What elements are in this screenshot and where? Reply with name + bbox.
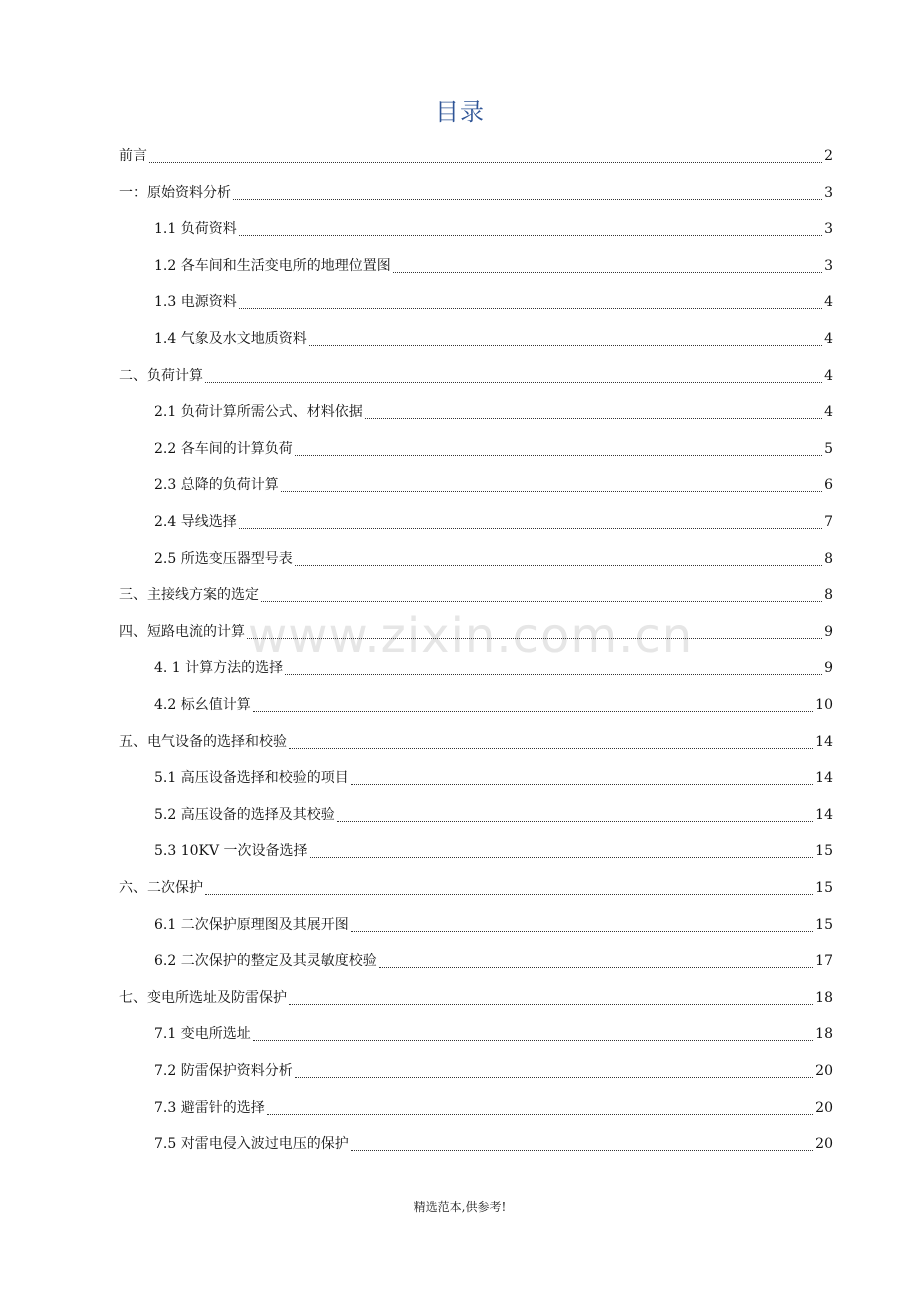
toc-entry[interactable] <box>154 907 833 943</box>
toc-entry-page: 4 <box>824 404 833 421</box>
toc-entry[interactable] <box>154 211 833 247</box>
toc-entry[interactable] <box>154 1053 833 1089</box>
toc-dot-leader <box>247 637 822 639</box>
toc-entry-page: 15 <box>815 880 833 896</box>
toc-entry[interactable] <box>154 943 833 979</box>
toc-entry[interactable] <box>119 175 833 211</box>
toc-entry-label: 5.1 高压设备选择和校验的项目 <box>154 770 349 787</box>
toc-entry-page: 18 <box>815 989 833 1006</box>
toc-entry-label: 1.3 电源资料 <box>154 294 237 311</box>
toc-entry-page: 3 <box>824 257 833 274</box>
toc-dot-leader <box>393 271 822 273</box>
toc-entry[interactable] <box>119 870 833 906</box>
toc-entry-label: 一：原始资料分析 <box>119 184 231 201</box>
toc-entry-page: 17 <box>815 953 833 970</box>
toc-entry-page: 20 <box>815 1136 833 1153</box>
toc-dot-leader <box>205 381 822 383</box>
toc-entry[interactable] <box>119 577 833 613</box>
toc-entry-page: 5 <box>824 440 833 457</box>
toc-entry-label: 2.5 所选变压器型号表 <box>154 550 293 567</box>
toc-entry[interactable] <box>119 358 833 394</box>
toc-entry[interactable] <box>154 1126 833 1162</box>
toc-entry-page: 20 <box>815 1063 833 1079</box>
toc-entry-page: 4 <box>824 331 833 347</box>
toc-dot-leader <box>281 490 822 492</box>
toc-entry-label: 前言 <box>119 148 147 164</box>
toc-entry-label: 7.3 避雷针的选择 <box>154 1099 265 1116</box>
toc-entry-label: 2.1 负荷计算所需公式、材料依据 <box>154 404 363 421</box>
toc-entry[interactable] <box>154 541 833 577</box>
toc-entry-page: 6 <box>824 477 833 494</box>
toc-dot-leader <box>379 966 813 968</box>
toc-entry-page: 2 <box>824 148 833 164</box>
toc-dot-leader <box>310 856 814 858</box>
toc-entry[interactable] <box>154 504 833 540</box>
toc-dot-leader <box>295 454 822 456</box>
toc-entry-label: 六、二次保护 <box>119 880 203 896</box>
toc-entry-label: 7.1 变电所选址 <box>154 1026 251 1043</box>
toc-entry-page: 18 <box>815 1026 833 1043</box>
toc-dot-leader <box>351 930 813 932</box>
toc-entry[interactable] <box>154 321 833 357</box>
toc-dot-leader <box>289 1003 813 1005</box>
toc-entry[interactable] <box>154 284 833 320</box>
toc-dot-leader <box>233 198 822 200</box>
toc-entry-label: 4.2 标幺值计算 <box>154 697 251 713</box>
toc-entry-label: 5.3 10KV 一次设备选择 <box>154 843 308 860</box>
toc-entry-page: 14 <box>815 806 833 823</box>
toc-entry-label: 二、负荷计算 <box>119 367 203 384</box>
toc-entry[interactable] <box>119 724 833 760</box>
toc-entry-label: 2.4 导线选择 <box>154 514 237 530</box>
toc-entry[interactable] <box>154 394 833 430</box>
toc-entry[interactable] <box>154 797 833 833</box>
page-title: 目录 <box>435 98 485 126</box>
watermark: www.zixin.com.cn <box>248 608 694 664</box>
toc-entry-page: 14 <box>815 733 833 750</box>
toc-entry-page: 14 <box>815 770 833 787</box>
toc-entry[interactable] <box>119 138 833 174</box>
toc-dot-leader <box>295 1076 813 1078</box>
toc-entry-label: 七、变电所选址及防雷保护 <box>119 989 287 1006</box>
toc-entry-page: 10 <box>815 697 833 713</box>
toc-dot-leader <box>309 344 822 346</box>
toc-entry[interactable] <box>154 650 833 686</box>
toc-dot-leader <box>337 820 813 822</box>
toc-entry[interactable] <box>154 1016 833 1052</box>
toc-entry[interactable] <box>154 431 833 467</box>
toc-entry-label: 三、主接线方案的选定 <box>119 587 259 604</box>
toc-dot-leader <box>289 747 813 749</box>
toc-entry[interactable] <box>154 1090 833 1126</box>
toc-entry-page: 15 <box>815 916 833 933</box>
toc-entry-label: 1.2 各车间和生活变电所的地理位置图 <box>154 257 391 274</box>
toc-dot-leader <box>285 673 822 675</box>
toc-entry[interactable] <box>154 833 833 869</box>
toc-entry-label: 四、短路电流的计算 <box>119 623 245 640</box>
toc-entry[interactable] <box>154 467 833 503</box>
toc-dot-leader <box>205 893 813 895</box>
toc-entry-page: 8 <box>824 587 833 604</box>
toc-entry-label: 五、电气设备的选择和校验 <box>119 733 287 750</box>
toc-entry[interactable] <box>154 760 833 796</box>
toc-entry-page: 3 <box>824 184 833 201</box>
toc-entry-label: 1.1 负荷资料 <box>154 221 237 238</box>
toc-entry[interactable] <box>119 980 833 1016</box>
toc-entry-label: 4. 1 计算方法的选择 <box>154 660 284 677</box>
toc-dot-leader <box>267 1113 813 1115</box>
toc-entry-page: 4 <box>824 294 833 311</box>
toc-entry-page: 9 <box>824 660 833 677</box>
toc-entry-page: 7 <box>824 514 833 530</box>
toc-entry[interactable] <box>154 248 833 284</box>
toc-entry-page: 15 <box>815 843 833 860</box>
toc-entry-page: 20 <box>815 1099 833 1116</box>
toc-dot-leader <box>351 783 813 785</box>
toc-dot-leader <box>239 234 822 236</box>
toc-entry-page: 4 <box>824 367 833 384</box>
toc-dot-leader <box>351 1149 813 1151</box>
toc-entry-label: 7.2 防雷保护资料分析 <box>154 1063 293 1079</box>
toc-dot-leader <box>239 307 822 309</box>
toc-entry-label: 6.1 二次保护原理图及其展开图 <box>154 916 349 933</box>
toc-entry-label: 2.3 总降的负荷计算 <box>154 477 279 494</box>
toc-entry-label: 1.4 气象及水文地质资料 <box>154 331 307 347</box>
footer-note: 精选范本,供参考! <box>413 1200 507 1214</box>
toc-entry[interactable] <box>154 687 833 723</box>
toc-entry-label: 7.5 对雷电侵入波过电压的保护 <box>154 1136 349 1153</box>
toc-entry-label: 5.2 高压设备的选择及其校验 <box>154 806 335 823</box>
toc-dot-leader <box>149 161 822 163</box>
toc-entry-label: 2.2 各车间的计算负荷 <box>154 440 293 457</box>
toc-dot-leader <box>365 417 822 419</box>
toc-entry[interactable] <box>119 614 833 650</box>
toc-entry-label: 6.2 二次保护的整定及其灵敏度校验 <box>154 953 377 970</box>
toc-dot-leader <box>239 527 822 529</box>
toc-entry-page: 9 <box>824 623 833 640</box>
toc-dot-leader <box>253 710 813 712</box>
toc-entry-page: 8 <box>824 550 833 567</box>
toc-dot-leader <box>253 1039 813 1041</box>
toc-dot-leader <box>261 600 822 602</box>
toc-entry-page: 3 <box>824 221 833 238</box>
toc-dot-leader <box>295 564 822 566</box>
